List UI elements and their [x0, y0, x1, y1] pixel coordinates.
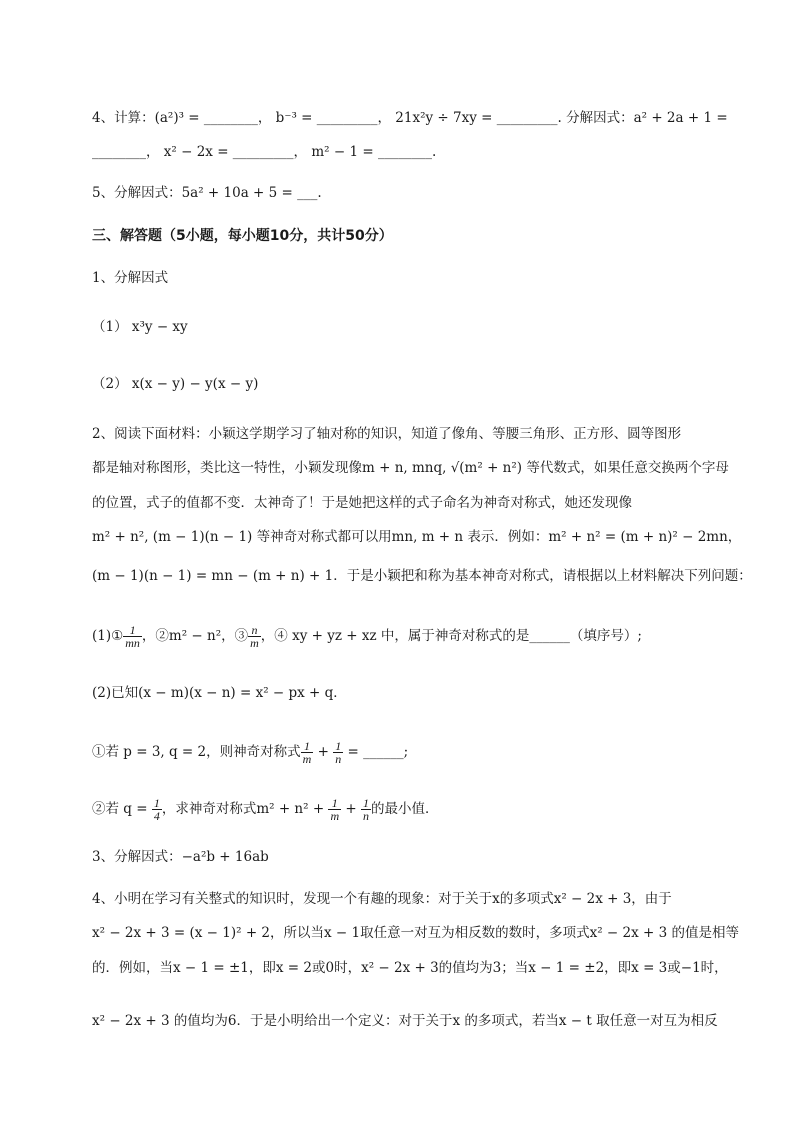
problem-2-question-2a: ①若 p = 3, q = 2，则神奇对称式 $\frac{1}{m}$ + $\frac{1}{n}$ = ______; [92, 739, 409, 766]
fill-question-4-line-2: ________， x² − 2x = _________， m² − 1 = ________. [92, 144, 437, 160]
q2b-prefix: ②若 q = [92, 801, 152, 817]
problem-4-line-1: 4、小明在学习有关整式的知识时，发现一个有趣的现象：对于关于x的多项式x² − 2x + 3，由于 [92, 891, 672, 907]
fraction-n-over-m [248, 624, 261, 649]
fraction-denominator: m [302, 752, 312, 766]
q2a-prefix: ①若 p = 3, q = 2，则神奇对称式 [92, 744, 301, 760]
fraction-1-over-mn [123, 624, 142, 649]
problem-3: 3、分解因式：−a²b + 16ab [92, 849, 269, 865]
q2a-suffix: = ______; [347, 744, 409, 760]
fraction-denominator: m [330, 809, 340, 823]
fraction-numerator: 1 [331, 796, 338, 810]
fraction-numerator: 1 [303, 739, 310, 753]
problem-2-paragraph-4: m² + n², (m − 1)(n − 1) 等神奇对称式都可以用mn, m + n 表示．例如：m² + n² = (m + n)² − 2mn， [92, 529, 742, 545]
fraction-1-over-m [301, 740, 314, 765]
q1-suffix: ，④ xy + yz + xz 中，属于神奇对称式的是______（填序号）; [260, 628, 642, 644]
fraction-numerator: n [251, 623, 258, 637]
section-3-heading: 三、解答题（5小题，每小题10分，共计50分） [92, 228, 393, 244]
fraction-numerator: 1 [363, 796, 370, 810]
q2b-suffix: 的最小值． [371, 801, 439, 817]
problem-4-line-2: x² − 2x + 3 = (x − 1)² + 2，所以当x − 1取任意一对互为相反数的数时，多项式x² − 2x + 3 的值是相等 [92, 925, 740, 941]
problem-4-line-4: x² − 2x + 3 的值均为6．于是小明给出一个定义：对于关于x 的多项式，若当x − t 取任意一对互为相反 [92, 1013, 718, 1029]
problem-1-item-2: （2） x(x − y) − y(x − y) [92, 376, 259, 392]
fraction-denominator: n [363, 809, 370, 823]
fraction-denominator: m [250, 636, 259, 650]
problem-2-question-2: (2)已知(x − m)(x − n) = x² − px + q． [92, 685, 347, 701]
fraction-numerator: 1 [129, 623, 136, 637]
problem-2-paragraph-2: 都是轴对称图形，类比这一特性，小颖发现像m + n, mnq, √(m² + n²) 等代数式，如果任意交换两个字母 [92, 460, 729, 476]
fill-question-4-line-1: 4、计算：(a²)³ = ________， b⁻³ = _________， 21x²y ÷ 7xy = _________. 分解因式：a² + 2a + 1 = [92, 110, 728, 126]
problem-2-paragraph-3: 的位置，式子的值都不变．太神奇了！于是她把这样的式子命名为神奇对称式，她还发现像 [92, 495, 632, 511]
problem-2-question-1 [92, 624, 742, 649]
q1-prefix: (1)① [92, 628, 124, 644]
q2b-middle: ，求神奇对称式m² + n² + [161, 801, 329, 817]
fraction-1-over-n [333, 740, 343, 765]
fraction-numerator: 1 [335, 739, 342, 753]
problem-1-title: 1、分解因式 [92, 270, 169, 286]
problem-1-item-1: （1） x³y − xy [92, 319, 188, 335]
problem-2-question-2b: ②若 q = $\frac{1}{4}$ ，求神奇对称式m² + n² + $\frac{1}{m}$ + $\frac{1}{n}$ 的最小值． [92, 796, 439, 823]
problem-4-line-3: 的．例如，当x − 1 = ±1，即x = 2或0时，x² − 2x + 3的值均为3；当x − 1 = ±2，即x = 3或−1时， [92, 960, 728, 976]
fill-question-5: 5、分解因式：5a² + 10a + 5 = ___. [92, 185, 322, 201]
fraction-1-over-4 [152, 797, 162, 822]
q1-middle: ，②m² − n²，③ [141, 628, 249, 644]
fraction-1-over-n [361, 797, 371, 822]
fraction-denominator: mn [125, 636, 140, 650]
fraction-denominator: 4 [153, 809, 160, 823]
fraction-1-over-m [328, 797, 341, 822]
fraction-denominator: n [335, 752, 342, 766]
problem-2-paragraph-5: (m − 1)(n − 1) = mn − (m + n) + 1．于是小颖把和称为基本神奇对称式，请根据以上材料解决下列问题： [92, 568, 752, 584]
fraction-numerator: 1 [153, 796, 160, 810]
problem-2-paragraph-1: 2、阅读下面材料：小颖这学期学习了轴对称的知识，知道了像角、等腰三角形、正方形、圆等图形 [92, 426, 682, 442]
